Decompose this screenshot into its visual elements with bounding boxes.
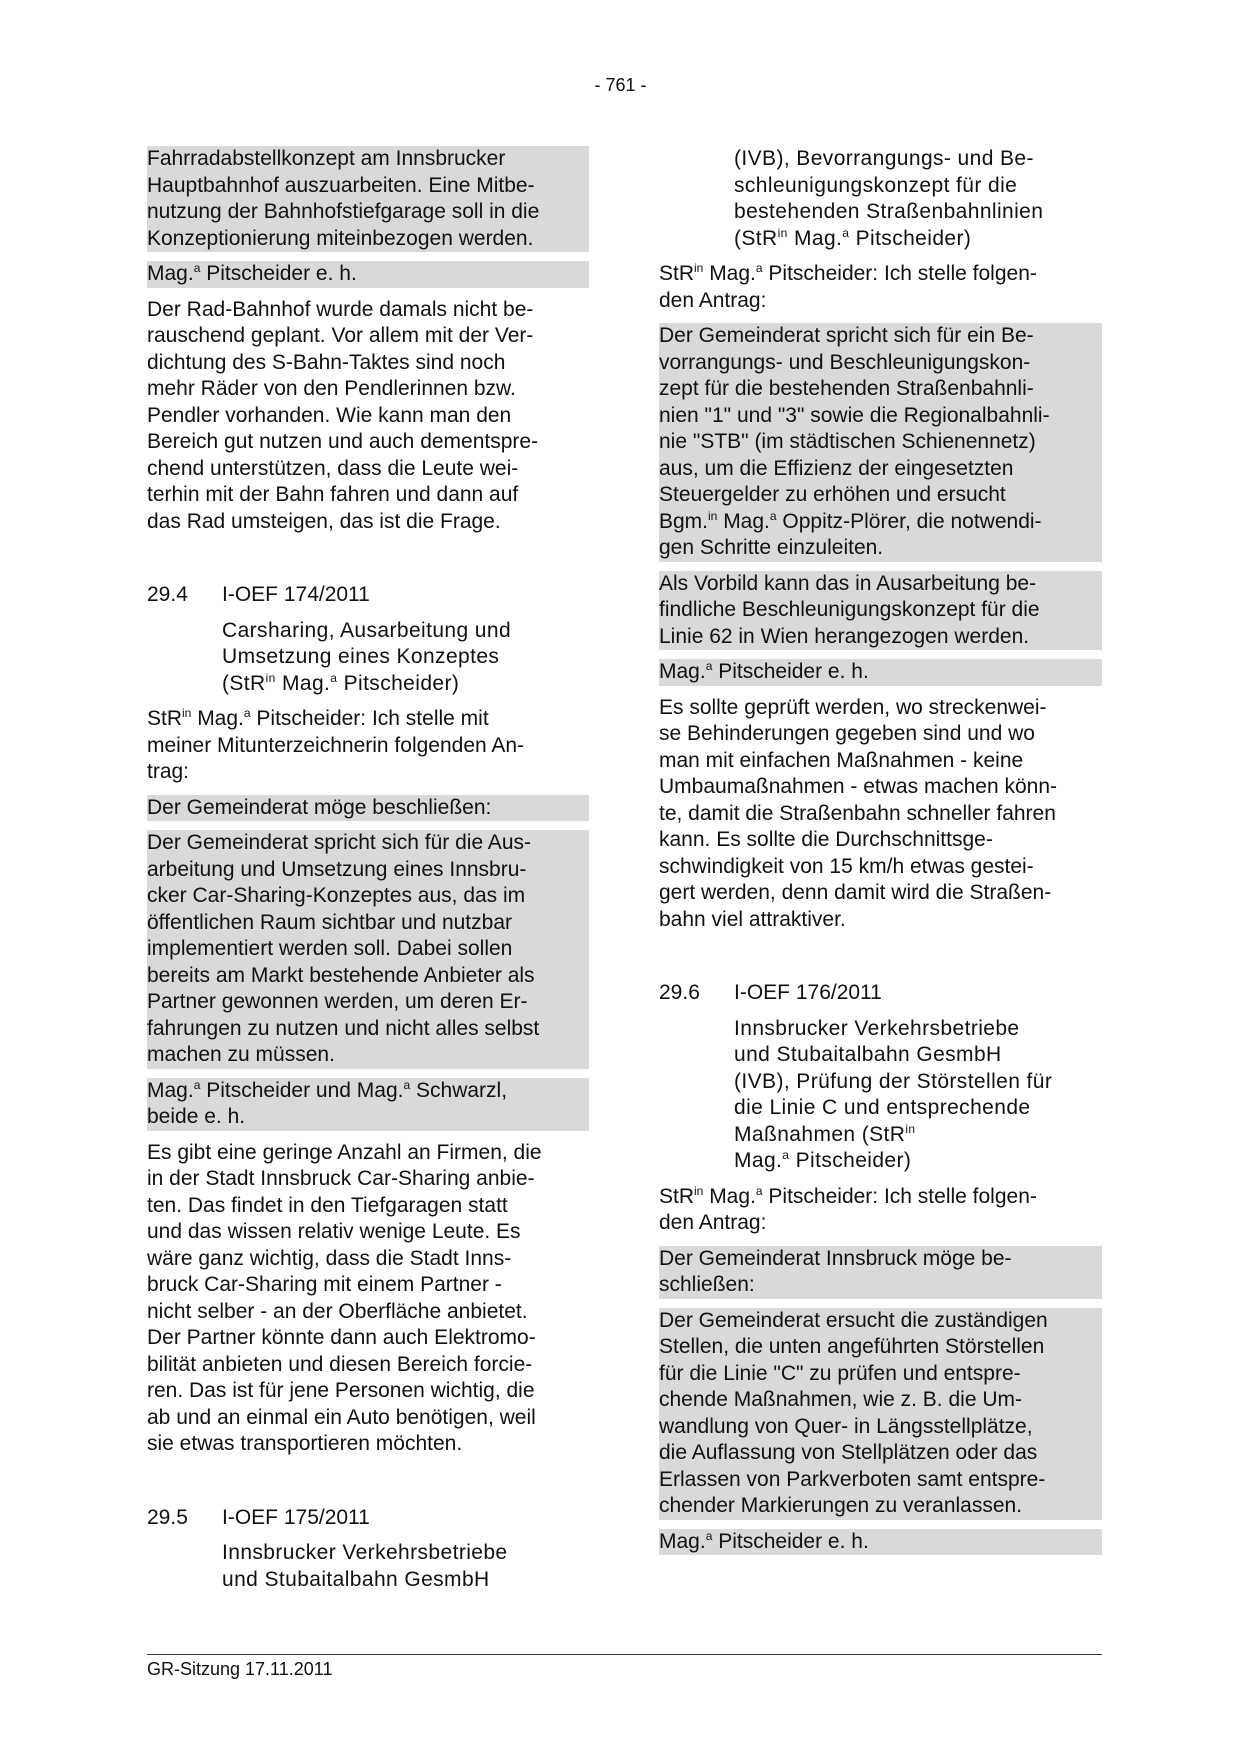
- item-code: I-OEF 176/2011: [734, 981, 882, 1004]
- intro-paragraph: StR$^{in}$ Mag.$^a$ Pitscheider: Ich stelle folgen- den Antrag:: [659, 1183, 1037, 1234]
- item-title: Innsbrucker Verkehrsbetriebe und Stubaitalbahn GesmbH (IVB), Prüfung der Störstellen für die Linie C und entsprechende Maßnahmen (StR$^{in}$ Mag.$^a$ Pitscheider): [734, 1016, 1053, 1172]
- motion-heading: Der Gemeinderat Innsbruck möge be- schließen:: [659, 1246, 1012, 1296]
- signature-line: Mag.$^a$ Pitscheider e. h.: [659, 1528, 869, 1553]
- item-number: 29.6: [659, 981, 700, 1004]
- motion-block: [659, 1246, 1102, 1556]
- motion-text: Fahrradabstellkonzept am Innsbrucker Hauptbahnhof auszuarbeiten. Eine Mitbe- nutzung der Bahnhofstiefgarage soll in die Konzeptionierung miteinbezogen werden.: [147, 147, 540, 250]
- statement-paragraph: Es sollte geprüft werden, wo streckenwei- se Behinderungen gegeben sind und wo man mit einfachen Maßnahmen - keine Umbaumaßnahmen - etwas machen könn- te, damit die Straßenbahn schneller fahren kann. Es sollte die Durchschnittsge- schwindigkeit von 15 km/h etwas gestei- gert werden, denn damit wird die Straßen- bahn viel attraktiver.: [659, 695, 1058, 931]
- motion-text: Als Vorbild kann das in Ausarbeitung be- findliche Beschleunigungskonzept für die Linie 62 in Wien herangezogen werden.: [659, 571, 1040, 648]
- item-title: Carsharing, Ausarbeitung und Umsetzung eines Konzeptes (StR$^{in}$ Mag.$^a$ Pitscheider): [222, 618, 512, 695]
- statement-paragraph: Der Rad-Bahnhof wurde damals nicht be- rauschend geplant. Vor allem mit der Ver- dichtung des S-Bahn-Taktes sind noch mehr Räder von den Pendlerinnen bzw. Pendler vorhanden. Wie kann man den Bereich gut nutzen und auch dementspre- chend unterstützen, dass die Leute wei- terhin mit der Bahn fahren und dann auf das Rad umsteigen, das ist die Frage.: [147, 297, 539, 533]
- signature-line: Mag.$^a$ Pitscheider und Mag.$^a$ Schwarzl, beide e. h.: [147, 1077, 508, 1128]
- motion-text: Der Gemeinderat spricht sich für die Aus- arbeitung und Umsetzung eines Innsbru- cker Car-Sharing-Konzeptes aus, das im öffentlichen Raum sichtbar und nutzbar implementiert werden soll. Dabei sollen bereits am Markt bestehende Anbieter als Partner gewonnen werden, um deren Er- fahrungen zu nutzen und nicht alles selbst machen zu müssen.: [147, 831, 540, 1066]
- intro-paragraph: StR$^{in}$ Mag.$^a$ Pitscheider: Ich stelle mit meiner Mitunterzeichnerin folgenden An- trag:: [147, 706, 525, 783]
- footer-divider: [147, 1654, 1102, 1655]
- intro-paragraph: StR$^{in}$ Mag.$^a$ Pitscheider: Ich stelle folgen- den Antrag:: [659, 261, 1037, 312]
- motion-text: Der Gemeinderat spricht sich für ein Be- vorrangungs- und Beschleunigungskon- zept für die bestehenden Straßenbahnli- nien "1" und "3" sowie die Regionalbahnli- nie "STB" (im städtischen Schienennetz) aus, um die Effizienz der eingesetzten Steuergelder zu erhöhen und ersucht Bgm.$^{in}$ Mag.$^a$ Oppitz-Plörer, die notwendi- gen Schritte einzuleiten.: [659, 324, 1050, 559]
- item-title-continued: (IVB), Bevorrangungs- und Be- schleunigungskonzept für die bestehenden Straßenbahnlinien (StR$^{in}$ Mag.$^a$ Pitscheider): [734, 147, 1044, 250]
- agenda-item-29-5: [147, 1505, 589, 1532]
- motion-block-continued: [147, 146, 589, 288]
- left-column: [147, 146, 589, 1593]
- motion-block: [659, 323, 1102, 686]
- agenda-item-29-4: [147, 582, 589, 609]
- item-code: I-OEF 175/2011: [222, 1505, 370, 1529]
- signature-line: Mag.$^a$ Pitscheider e. h.: [147, 261, 357, 285]
- motion-block: [147, 795, 589, 1131]
- signature-line: Mag.$^a$ Pitscheider e. h.: [659, 659, 869, 683]
- motion-heading: Der Gemeinderat möge beschließen:: [147, 795, 492, 819]
- item-code: I-OEF 174/2011: [222, 583, 370, 606]
- agenda-item-29-6: [659, 980, 1102, 1007]
- footer-session-date: GR-Sitzung 17.11.2011: [147, 1659, 333, 1679]
- item-number: 29.4: [147, 583, 188, 606]
- item-title: Innsbrucker Verkehrsbetriebe und Stubaitalbahn GesmbH: [222, 1541, 508, 1591]
- right-column: [659, 146, 1102, 1555]
- item-number: 29.5: [147, 1505, 188, 1529]
- statement-paragraph: Es gibt eine geringe Anzahl an Firmen, die in der Stadt Innsbruck Car-Sharing anbie- ten. Das findet in den Tiefgaragen statt und das wissen relativ wenige Leute. Es wäre ganz wichtig, dass die Stadt Inns- bruck Car-Sharing mit einem Partner - nicht selber - an der Oberfläche anbietet. Der Partner könnte dann auch Elektromo- bilität anbieten und diesen Bereich forcie- ren. Das ist für jene Personen wichtig, die ab und an einmal ein Auto benötigen, weil sie etwas transportieren möchten.: [147, 1140, 542, 1455]
- motion-text: Der Gemeinderat ersucht die zuständigen Stellen, die unten angeführten Störstellen für die Linie "C" zu prüfen und entspre- chende Maßnahmen, wie z. B. die Um- wandlung von Quer- in Längsstellplätze, die Auflassung von Stellplätzen oder das Erlassen von Parkverboten samt entspre- chender Markierungen zu veranlassen.: [659, 1308, 1048, 1517]
- page-number: - 761 -: [594, 75, 647, 95]
